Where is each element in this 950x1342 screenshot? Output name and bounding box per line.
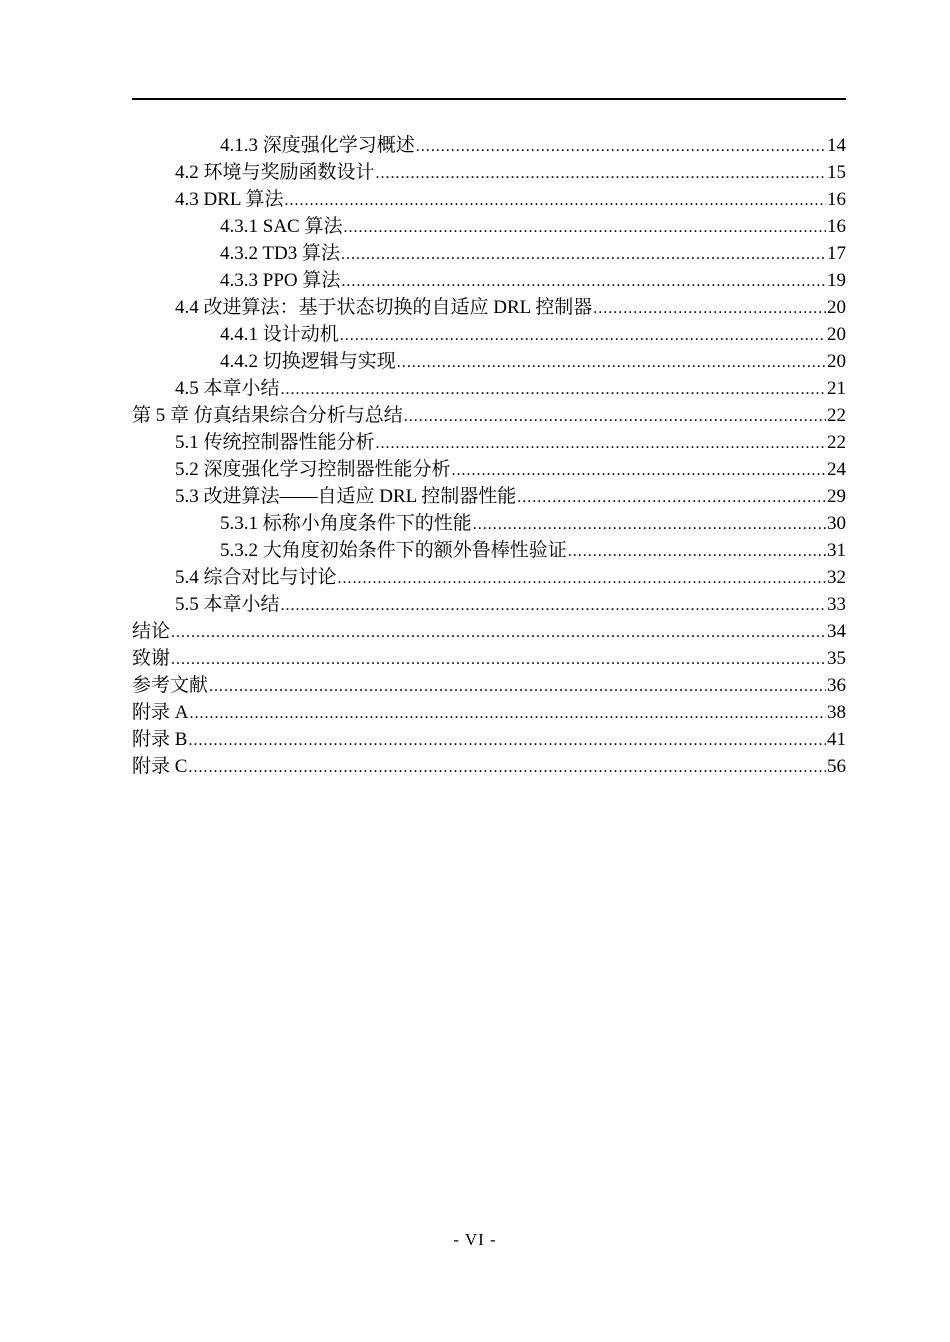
- table-of-contents: [132, 132, 846, 780]
- toc-dot-leader: [416, 133, 826, 160]
- toc-dot-leader: [188, 754, 826, 781]
- toc-entry-title: 5.2 深度强化学习控制器性能分析: [175, 459, 451, 480]
- toc-entry-title: 5.3.1 标称小角度条件下的性能: [220, 513, 472, 534]
- toc-entry-title: 5.1 传统控制器性能分析: [175, 432, 375, 453]
- toc-dot-leader: [281, 376, 826, 403]
- toc-entry-page-number: 21: [827, 378, 846, 399]
- toc-entry-page-number: 30: [827, 513, 846, 534]
- toc-entry-title: 附录 C: [132, 756, 188, 777]
- toc-entry[interactable]: [132, 699, 846, 726]
- toc-entry-title: 5.3 改进算法——自适应 DRL 控制器性能: [175, 486, 517, 507]
- toc-dot-leader: [171, 646, 826, 673]
- toc-entry-page-number: 56: [827, 756, 846, 777]
- toc-entry[interactable]: [132, 186, 846, 213]
- toc-entry-page-number: 20: [827, 351, 846, 372]
- header-rule: [132, 98, 846, 100]
- toc-entry[interactable]: [132, 753, 846, 780]
- toc-entry-title: 5.4 综合对比与讨论: [175, 567, 337, 588]
- toc-entry[interactable]: [132, 564, 846, 591]
- toc-entry-page-number: 32: [827, 567, 846, 588]
- toc-entry[interactable]: [132, 321, 846, 348]
- toc-entry[interactable]: [132, 618, 846, 645]
- toc-entry[interactable]: [132, 591, 846, 618]
- toc-dot-leader: [593, 295, 826, 322]
- toc-entry[interactable]: [132, 645, 846, 672]
- toc-entry-title: 4.3.1 SAC 算法: [220, 216, 343, 237]
- toc-entry-title: 附录 A: [132, 702, 189, 723]
- toc-entry-page-number: 22: [827, 432, 846, 453]
- toc-entry-title: 4.3.3 PPO 算法: [220, 270, 341, 291]
- toc-entry-page-number: 31: [827, 540, 846, 561]
- toc-dot-leader: [338, 565, 826, 592]
- toc-entry-title: 4.3.2 TD3 算法: [220, 243, 340, 264]
- toc-entry-title: 4.4.2 切换逻辑与实现: [220, 351, 396, 372]
- toc-entry-page-number: 34: [827, 621, 846, 642]
- toc-entry[interactable]: [132, 267, 846, 294]
- toc-entry[interactable]: [132, 348, 846, 375]
- toc-entry-page-number: 20: [827, 297, 846, 318]
- toc-entry-title: 4.2 环境与奖励函数设计: [175, 162, 375, 183]
- toc-dot-leader: [209, 673, 826, 700]
- toc-entry-page-number: 22: [827, 405, 846, 426]
- toc-dot-leader: [376, 160, 826, 187]
- toc-entry-title: 附录 B: [132, 729, 188, 750]
- toc-dot-leader: [188, 727, 826, 754]
- toc-entry-page-number: 16: [827, 189, 846, 210]
- toc-entry[interactable]: [132, 672, 846, 699]
- toc-entry-title: 4.1.3 深度强化学习概述: [220, 135, 415, 156]
- toc-entry-title: 结论: [132, 621, 171, 642]
- toc-entry-title: 参考文献: [132, 675, 209, 696]
- toc-entry-page-number: 41: [827, 729, 846, 750]
- page-number-footer: - VI -: [453, 1230, 497, 1249]
- toc-dot-leader: [340, 322, 826, 349]
- toc-dot-leader: [189, 700, 826, 727]
- toc-dot-leader: [285, 187, 826, 214]
- toc-dot-leader: [341, 268, 826, 295]
- toc-entry-page-number: 29: [827, 486, 846, 507]
- toc-entry[interactable]: [132, 510, 846, 537]
- toc-entry-page-number: 17: [827, 243, 846, 264]
- toc-entry-page-number: 33: [827, 594, 846, 615]
- toc-dot-leader: [517, 484, 826, 511]
- toc-entry[interactable]: [132, 132, 846, 159]
- toc-entry-page-number: 19: [827, 270, 846, 291]
- toc-entry-title: 致谢: [132, 648, 171, 669]
- toc-entry-title: 5.3.2 大角度初始条件下的额外鲁棒性验证: [220, 540, 567, 561]
- toc-entry-page-number: 14: [827, 135, 846, 156]
- toc-entry-page-number: 15: [827, 162, 846, 183]
- toc-dot-leader: [376, 430, 826, 457]
- toc-entry[interactable]: [132, 537, 846, 564]
- toc-entry[interactable]: [132, 375, 846, 402]
- toc-entry[interactable]: [132, 726, 846, 753]
- toc-entry-title: 第 5 章 仿真结果综合分析与总结: [132, 405, 403, 426]
- toc-entry[interactable]: [132, 213, 846, 240]
- toc-entry-page-number: 38: [827, 702, 846, 723]
- toc-entry[interactable]: [132, 240, 846, 267]
- toc-dot-leader: [281, 592, 826, 619]
- toc-dot-leader: [452, 457, 826, 484]
- toc-entry-page-number: 36: [827, 675, 846, 696]
- toc-entry-title: 4.3 DRL 算法: [175, 189, 284, 210]
- toc-entry-title: 4.4.1 设计动机: [220, 324, 339, 345]
- toc-dot-leader: [343, 214, 826, 241]
- toc-dot-leader: [397, 349, 826, 376]
- toc-entry[interactable]: [132, 483, 846, 510]
- toc-entry[interactable]: [132, 402, 846, 429]
- toc-entry-title: 4.5 本章小结: [175, 378, 280, 399]
- toc-dot-leader: [404, 403, 826, 430]
- toc-dot-leader: [341, 241, 826, 268]
- toc-entry[interactable]: [132, 294, 846, 321]
- toc-entry[interactable]: [132, 159, 846, 186]
- toc-entry[interactable]: [132, 429, 846, 456]
- toc-entry[interactable]: [132, 456, 846, 483]
- toc-entry-page-number: 35: [827, 648, 846, 669]
- toc-dot-leader: [473, 511, 826, 538]
- toc-entry-page-number: 24: [827, 459, 846, 480]
- toc-dot-leader: [171, 619, 826, 646]
- toc-entry-title: 4.4 改进算法：基于状态切换的自适应 DRL 控制器: [175, 297, 593, 318]
- toc-dot-leader: [568, 538, 826, 565]
- toc-entry-page-number: 16: [827, 216, 846, 237]
- toc-entry-title: 5.5 本章小结: [175, 594, 280, 615]
- toc-entry-page-number: 20: [827, 324, 846, 345]
